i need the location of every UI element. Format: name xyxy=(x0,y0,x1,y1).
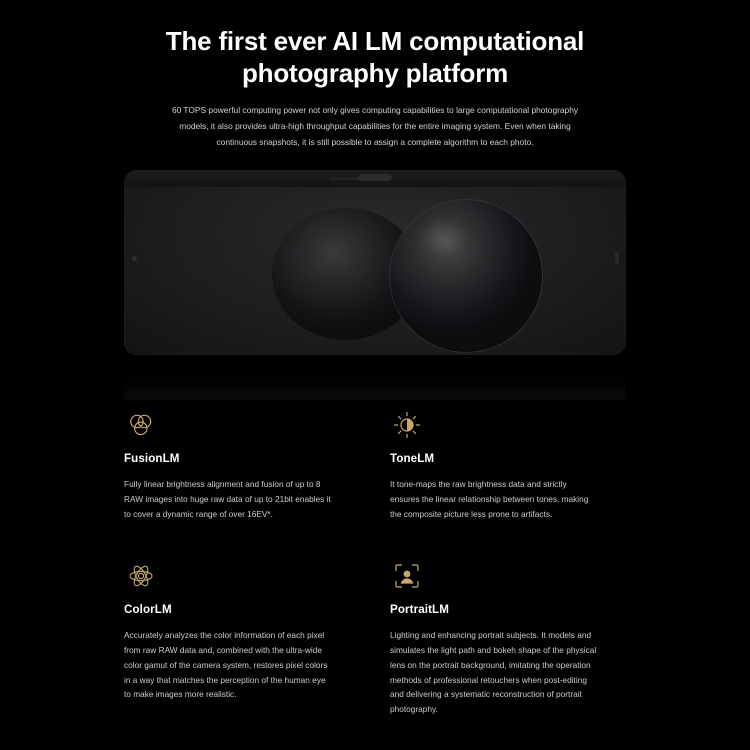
feature-body: Fully linear brightness alignment and fusion of up to 8 RAW images into huge raw data of up to 21bit enables it to cover a dynamic range of over 16EV*. xyxy=(124,479,331,519)
feature-tonelm xyxy=(390,400,632,521)
feature-body: It tone-maps the raw brightness data and strictly ensures the linear relationship between tones, making the composite picture less prone to artifacts. xyxy=(390,479,589,519)
feature-colorlm xyxy=(124,523,390,717)
feature-title: ToneLM xyxy=(390,452,435,466)
feature-title: ColorLM xyxy=(124,603,172,617)
feature-fusionlm xyxy=(124,400,390,521)
phone-left-sensor-dot xyxy=(132,256,137,261)
phone-notch xyxy=(358,174,392,181)
phone-reflection xyxy=(124,356,626,400)
feature-title: PortraitLM xyxy=(390,603,449,617)
feature-portraitlm xyxy=(390,523,632,717)
lens-circle-shape xyxy=(390,200,542,352)
overlapping-circles-icon xyxy=(124,408,158,442)
phone-right-side-key xyxy=(615,252,619,264)
hero-section xyxy=(0,170,750,398)
feature-title: FusionLM xyxy=(124,452,180,466)
phone-device-image xyxy=(124,170,626,355)
feature-grid-row-2 xyxy=(0,523,750,717)
atom-color-icon xyxy=(124,559,158,593)
feature-grid-row-1 xyxy=(0,400,750,521)
portrait-frame-icon xyxy=(390,559,424,593)
page-title: The first ever AI LM computational photography platform xyxy=(165,26,585,88)
feature-body: Lighting and enhancing portrait subjects. It models and simulates the light path and bokeh shape of the physical lens on the portrait background, imitating the operation methods of professional retouchers when post-editing and delivering a systematic reconstruction of portrait photography. xyxy=(390,630,597,715)
feature-body: Accurately analyzes the color information of each pixel from raw RAW data and, combined with the ultra-wide color gamut of the camera system, restores pixel colors in a way that matches the perception of the human eye to make images more realistic. xyxy=(124,630,328,700)
half-sun-brightness-icon xyxy=(390,408,424,442)
heading-block xyxy=(0,0,750,150)
heading-body-text: 60 TOPS powerful computing power not only gives computing capabilities to large computational photography models, it also provides ultra-high throughput capabilities for the entire imaging system. Even when taking continuous snapshots, it is still possible to assign a complete algorithm to each photo. xyxy=(171,105,579,147)
